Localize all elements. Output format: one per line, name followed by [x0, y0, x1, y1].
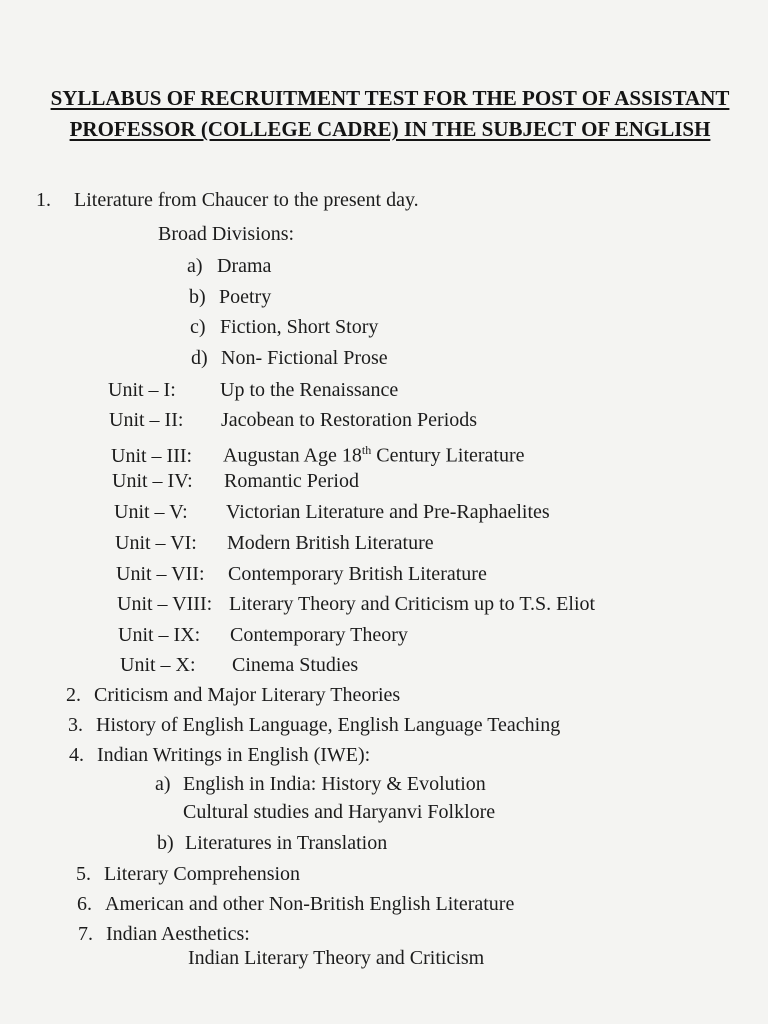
unit-label: Unit – II:	[109, 409, 184, 431]
item-text: American and other Non-British English Literature	[105, 893, 515, 915]
unit-text: Cinema Studies	[232, 654, 359, 676]
unit-row	[120, 653, 358, 677]
item-number: 3.	[68, 714, 83, 736]
item-text: Literature from Chaucer to the present day.	[74, 189, 419, 211]
unit-text-after: Century Literature	[371, 444, 525, 467]
list-item	[68, 713, 560, 737]
division-mark: b)	[189, 286, 206, 308]
iwe-mark: a)	[155, 773, 171, 795]
item-number: 5.	[76, 863, 91, 885]
list-item	[77, 892, 514, 916]
broad-divisions-label: Broad Divisions:	[158, 223, 295, 245]
unit-text-sup: th	[361, 443, 372, 457]
division-mark: a)	[187, 255, 203, 277]
unit-row	[112, 469, 359, 493]
division-item	[187, 254, 271, 278]
item-number: 4.	[69, 744, 84, 766]
list-item	[76, 862, 300, 886]
division-text: Drama	[217, 255, 272, 277]
iwe-item-a-continued: Cultural studies and Haryanvi Folklore	[183, 801, 496, 823]
unit-label: Unit – VII:	[116, 563, 205, 585]
unit-row	[114, 500, 550, 524]
division-item	[191, 346, 388, 370]
section-1	[36, 188, 419, 212]
unit-text: Up to the Renaissance	[220, 379, 399, 401]
iwe-text: Literatures in Translation	[185, 832, 388, 854]
unit-text: Romantic Period	[224, 470, 359, 492]
unit-label: Unit – I:	[108, 379, 176, 401]
unit-label: Unit – V:	[114, 501, 188, 523]
division-item	[190, 315, 378, 339]
list-item	[66, 683, 400, 707]
unit-label: Unit – IX:	[118, 624, 201, 646]
unit-row	[109, 408, 477, 432]
division-text: Non- Fictional Prose	[221, 347, 388, 369]
unit-row	[118, 623, 408, 647]
unit-text: Jacobean to Restoration Periods	[221, 409, 478, 431]
item-number: 1.	[36, 189, 51, 211]
unit-text: Victorian Literature and Pre-Raphaelites	[226, 501, 550, 523]
unit-row	[116, 562, 487, 586]
document-title-line-1: SYLLABUS OF RECRUITMENT TEST FOR THE POST OF ASSISTANT	[50, 86, 730, 110]
unit-label: Unit – III:	[111, 444, 193, 467]
item-number: 2.	[66, 684, 81, 706]
unit-text: Contemporary British Literature	[228, 563, 487, 585]
unit-label: Unit – VI:	[115, 532, 197, 554]
unit-row	[111, 438, 525, 468]
list-item	[69, 743, 370, 767]
division-mark: d)	[191, 347, 208, 369]
unit-row	[117, 592, 595, 616]
unit-row	[108, 378, 398, 402]
item-text: Indian Aesthetics:	[106, 923, 250, 945]
unit-row	[115, 531, 434, 555]
division-mark: c)	[190, 316, 206, 338]
division-item	[189, 285, 271, 309]
unit-label: Unit – IV:	[112, 470, 193, 492]
item-number: 7.	[78, 923, 93, 945]
iwe-text: English in India: History & Evolution	[183, 773, 486, 795]
item-text: Criticism and Major Literary Theories	[94, 684, 401, 706]
document-title-line-2: PROFESSOR (COLLEGE CADRE) IN THE SUBJECT OF ENGLISH	[69, 117, 711, 141]
list-item	[78, 922, 250, 946]
iwe-mark: b)	[157, 832, 174, 854]
unit-label: Unit – X:	[120, 654, 196, 676]
item-text: History of English Language, English Language Teaching	[96, 714, 561, 736]
iwe-item-b	[157, 831, 387, 855]
unit-label: Unit – VIII:	[117, 593, 213, 615]
item-text: Indian Writings in English (IWE):	[97, 744, 371, 766]
aesthetics-sub-item: Indian Literary Theory and Criticism	[188, 947, 485, 969]
unit-text: Contemporary Theory	[230, 624, 408, 646]
unit-text-before: Augustan Age 18	[223, 444, 362, 467]
item-number: 6.	[77, 893, 92, 915]
iwe-item-a	[155, 772, 486, 796]
item-text: Literary Comprehension	[104, 863, 301, 885]
unit-text: Modern British Literature	[227, 532, 434, 554]
unit-text: Literary Theory and Criticism up to T.S. Eliot	[229, 593, 596, 615]
division-text: Poetry	[219, 286, 272, 308]
division-text: Fiction, Short Story	[220, 316, 379, 338]
